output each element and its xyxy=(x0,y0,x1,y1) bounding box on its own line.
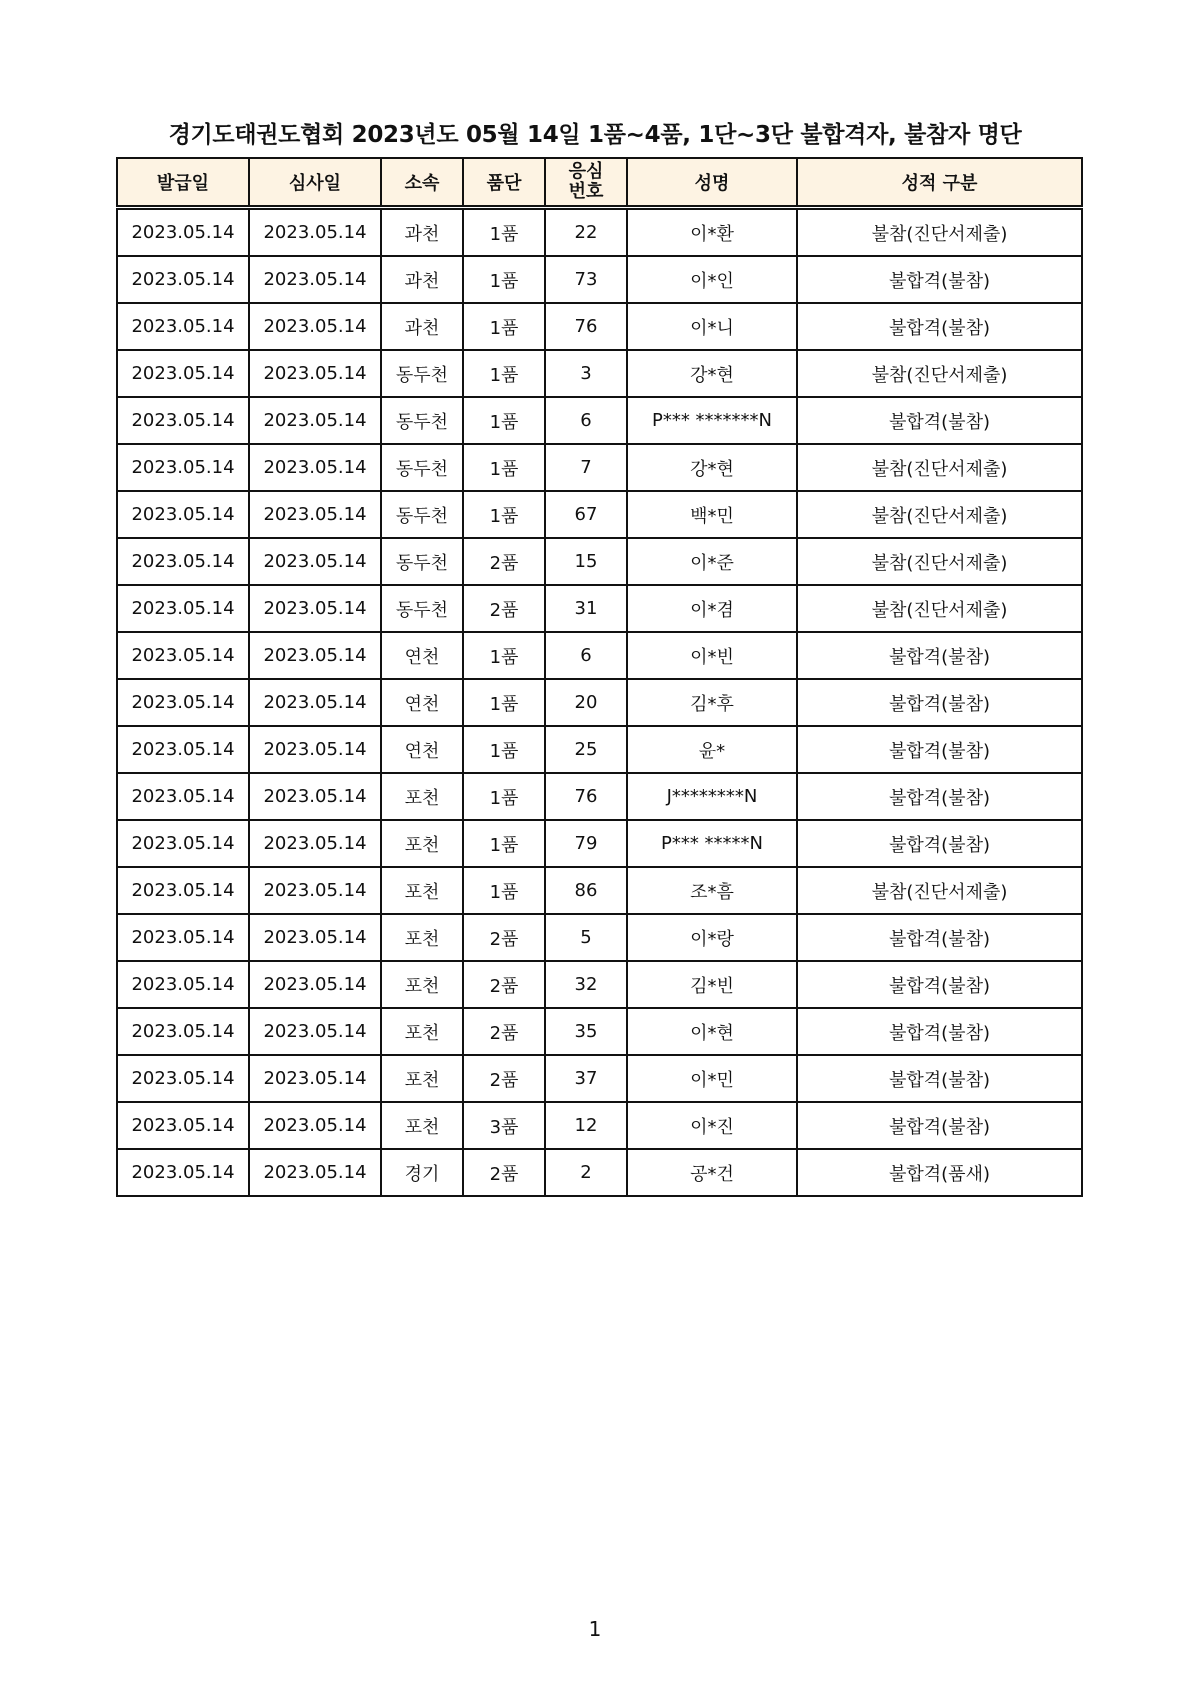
table-row xyxy=(117,491,1082,538)
cell-exam-date: 2023.05.14 xyxy=(249,585,381,632)
cell-exam-number: 67 xyxy=(545,491,627,538)
table-row xyxy=(117,961,1082,1008)
header-result: 성적 구분 xyxy=(797,158,1082,208)
cell-affiliation: 포천 xyxy=(381,820,463,867)
cell-issue-date: 2023.05.14 xyxy=(117,1055,249,1102)
cell-affiliation: 연천 xyxy=(381,632,463,679)
cell-exam-number: 5 xyxy=(545,914,627,961)
cell-rank: 2품 xyxy=(463,914,545,961)
cell-rank: 2품 xyxy=(463,538,545,585)
header-issue-date: 발급일 xyxy=(117,158,249,208)
table-row xyxy=(117,1055,1082,1102)
cell-exam-number: 20 xyxy=(545,679,627,726)
cell-exam-number: 2 xyxy=(545,1149,627,1196)
table-row xyxy=(117,350,1082,397)
cell-affiliation: 포천 xyxy=(381,867,463,914)
header-rank: 품단 xyxy=(463,158,545,208)
table-row xyxy=(117,679,1082,726)
cell-name: 이*랑 xyxy=(627,914,797,961)
cell-name: 이*겸 xyxy=(627,585,797,632)
cell-issue-date: 2023.05.14 xyxy=(117,773,249,820)
cell-rank: 1품 xyxy=(463,208,545,257)
cell-rank: 1품 xyxy=(463,632,545,679)
cell-issue-date: 2023.05.14 xyxy=(117,397,249,444)
header-affiliation: 소속 xyxy=(381,158,463,208)
cell-exam-date: 2023.05.14 xyxy=(249,1149,381,1196)
cell-exam-date: 2023.05.14 xyxy=(249,208,381,257)
cell-result: 불합격(불참) xyxy=(797,1008,1082,1055)
cell-exam-date: 2023.05.14 xyxy=(249,726,381,773)
cell-exam-date: 2023.05.14 xyxy=(249,350,381,397)
header-name: 성명 xyxy=(627,158,797,208)
results-table xyxy=(116,157,1083,1197)
cell-issue-date: 2023.05.14 xyxy=(117,867,249,914)
cell-result: 불참(진단서제출) xyxy=(797,444,1082,491)
cell-affiliation: 동두천 xyxy=(381,350,463,397)
table-row xyxy=(117,1008,1082,1055)
table-row xyxy=(117,1149,1082,1196)
cell-issue-date: 2023.05.14 xyxy=(117,914,249,961)
cell-result: 불합격(품새) xyxy=(797,1149,1082,1196)
cell-exam-date: 2023.05.14 xyxy=(249,961,381,1008)
page-title: 경기도태권도협회 2023년도 05월 14일 1품~4품, 1단~3단 불합격자, 불참자 명단 xyxy=(168,122,1022,148)
cell-name: J********N xyxy=(627,773,797,820)
cell-rank: 1품 xyxy=(463,303,545,350)
cell-name: 공*건 xyxy=(627,1149,797,1196)
cell-affiliation: 포천 xyxy=(381,1008,463,1055)
cell-issue-date: 2023.05.14 xyxy=(117,303,249,350)
header-exam-date: 심사일 xyxy=(249,158,381,208)
cell-affiliation: 동두천 xyxy=(381,397,463,444)
cell-exam-date: 2023.05.14 xyxy=(249,1055,381,1102)
cell-result: 불합격(불참) xyxy=(797,961,1082,1008)
cell-name: 조*흠 xyxy=(627,867,797,914)
table-row xyxy=(117,632,1082,679)
cell-affiliation: 포천 xyxy=(381,961,463,1008)
cell-issue-date: 2023.05.14 xyxy=(117,1149,249,1196)
cell-name: 이*민 xyxy=(627,1055,797,1102)
cell-result: 불합격(불참) xyxy=(797,773,1082,820)
cell-issue-date: 2023.05.14 xyxy=(117,444,249,491)
cell-exam-number: 15 xyxy=(545,538,627,585)
cell-exam-date: 2023.05.14 xyxy=(249,303,381,350)
table-row xyxy=(117,444,1082,491)
table-row xyxy=(117,538,1082,585)
cell-rank: 2품 xyxy=(463,1055,545,1102)
cell-issue-date: 2023.05.14 xyxy=(117,256,249,303)
cell-exam-date: 2023.05.14 xyxy=(249,397,381,444)
cell-exam-number: 25 xyxy=(545,726,627,773)
cell-exam-number: 6 xyxy=(545,397,627,444)
cell-rank: 1품 xyxy=(463,773,545,820)
cell-rank: 1품 xyxy=(463,867,545,914)
cell-name: 이*현 xyxy=(627,1008,797,1055)
cell-affiliation: 경기 xyxy=(381,1149,463,1196)
cell-affiliation: 연천 xyxy=(381,679,463,726)
cell-issue-date: 2023.05.14 xyxy=(117,1008,249,1055)
cell-affiliation: 동두천 xyxy=(381,491,463,538)
cell-result: 불참(진단서제출) xyxy=(797,867,1082,914)
cell-exam-number: 32 xyxy=(545,961,627,1008)
cell-result: 불합격(불참) xyxy=(797,726,1082,773)
cell-issue-date: 2023.05.14 xyxy=(117,350,249,397)
page-number: 1 xyxy=(588,1617,602,1641)
cell-exam-number: 76 xyxy=(545,303,627,350)
header-exam-number xyxy=(545,158,627,208)
cell-exam-number: 73 xyxy=(545,256,627,303)
cell-affiliation: 과천 xyxy=(381,208,463,257)
table-row xyxy=(117,726,1082,773)
cell-issue-date: 2023.05.14 xyxy=(117,961,249,1008)
cell-result: 불합격(불참) xyxy=(797,1102,1082,1149)
table-row xyxy=(117,208,1082,257)
header-exam-number-text: 응심 번호 xyxy=(568,161,604,202)
cell-rank: 1품 xyxy=(463,444,545,491)
cell-rank: 1품 xyxy=(463,726,545,773)
cell-exam-number: 7 xyxy=(545,444,627,491)
cell-affiliation: 포천 xyxy=(381,914,463,961)
cell-rank: 2품 xyxy=(463,585,545,632)
cell-rank: 1품 xyxy=(463,350,545,397)
table-row xyxy=(117,1102,1082,1149)
cell-issue-date: 2023.05.14 xyxy=(117,726,249,773)
cell-result: 불합격(불참) xyxy=(797,1055,1082,1102)
cell-result: 불합격(불참) xyxy=(797,914,1082,961)
cell-issue-date: 2023.05.14 xyxy=(117,1102,249,1149)
table-row xyxy=(117,303,1082,350)
cell-exam-number: 22 xyxy=(545,208,627,257)
cell-result: 불합격(불참) xyxy=(797,303,1082,350)
cell-name: 이*빈 xyxy=(627,632,797,679)
cell-rank: 3품 xyxy=(463,1102,545,1149)
cell-affiliation: 동두천 xyxy=(381,444,463,491)
cell-issue-date: 2023.05.14 xyxy=(117,208,249,257)
table-body xyxy=(117,208,1082,1197)
cell-result: 불참(진단서제출) xyxy=(797,538,1082,585)
cell-name: 이*환 xyxy=(627,208,797,257)
cell-exam-number: 31 xyxy=(545,585,627,632)
cell-affiliation: 과천 xyxy=(381,303,463,350)
cell-rank: 1품 xyxy=(463,491,545,538)
cell-issue-date: 2023.05.14 xyxy=(117,632,249,679)
cell-exam-number: 37 xyxy=(545,1055,627,1102)
cell-exam-number: 79 xyxy=(545,820,627,867)
cell-rank: 1품 xyxy=(463,397,545,444)
table-row xyxy=(117,867,1082,914)
cell-name: 이*준 xyxy=(627,538,797,585)
table-row xyxy=(117,820,1082,867)
table-row xyxy=(117,914,1082,961)
cell-result: 불참(진단서제출) xyxy=(797,491,1082,538)
cell-affiliation: 연천 xyxy=(381,726,463,773)
cell-result: 불참(진단서제출) xyxy=(797,350,1082,397)
cell-issue-date: 2023.05.14 xyxy=(117,585,249,632)
cell-exam-number: 86 xyxy=(545,867,627,914)
cell-exam-date: 2023.05.14 xyxy=(249,256,381,303)
cell-exam-date: 2023.05.14 xyxy=(249,1008,381,1055)
cell-exam-date: 2023.05.14 xyxy=(249,1102,381,1149)
cell-name: P*** *****N xyxy=(627,820,797,867)
cell-name: 백*민 xyxy=(627,491,797,538)
table-row xyxy=(117,397,1082,444)
cell-exam-date: 2023.05.14 xyxy=(249,773,381,820)
cell-issue-date: 2023.05.14 xyxy=(117,679,249,726)
table-header-row xyxy=(117,158,1082,208)
cell-result: 불합격(불참) xyxy=(797,820,1082,867)
cell-result: 불합격(불참) xyxy=(797,632,1082,679)
cell-name: 김*빈 xyxy=(627,961,797,1008)
cell-affiliation: 포천 xyxy=(381,1102,463,1149)
cell-exam-number: 76 xyxy=(545,773,627,820)
cell-exam-date: 2023.05.14 xyxy=(249,632,381,679)
cell-exam-number: 12 xyxy=(545,1102,627,1149)
cell-name: 이*진 xyxy=(627,1102,797,1149)
table-row xyxy=(117,773,1082,820)
cell-affiliation: 동두천 xyxy=(381,538,463,585)
cell-affiliation: 포천 xyxy=(381,1055,463,1102)
cell-affiliation: 포천 xyxy=(381,773,463,820)
cell-exam-number: 35 xyxy=(545,1008,627,1055)
cell-name: 강*현 xyxy=(627,350,797,397)
cell-rank: 1품 xyxy=(463,679,545,726)
cell-rank: 1품 xyxy=(463,820,545,867)
cell-exam-number: 6 xyxy=(545,632,627,679)
cell-name: 윤* xyxy=(627,726,797,773)
cell-issue-date: 2023.05.14 xyxy=(117,491,249,538)
cell-affiliation: 동두천 xyxy=(381,585,463,632)
cell-result: 불참(진단서제출) xyxy=(797,208,1082,257)
cell-exam-number: 3 xyxy=(545,350,627,397)
cell-exam-date: 2023.05.14 xyxy=(249,867,381,914)
cell-result: 불참(진단서제출) xyxy=(797,585,1082,632)
cell-name: 김*후 xyxy=(627,679,797,726)
cell-issue-date: 2023.05.14 xyxy=(117,820,249,867)
cell-affiliation: 과천 xyxy=(381,256,463,303)
cell-exam-date: 2023.05.14 xyxy=(249,538,381,585)
cell-name: P*** *******N xyxy=(627,397,797,444)
cell-exam-date: 2023.05.14 xyxy=(249,820,381,867)
cell-name: 강*현 xyxy=(627,444,797,491)
cell-result: 불합격(불참) xyxy=(797,256,1082,303)
cell-exam-date: 2023.05.14 xyxy=(249,679,381,726)
cell-result: 불합격(불참) xyxy=(797,397,1082,444)
cell-result: 불합격(불참) xyxy=(797,679,1082,726)
cell-rank: 2품 xyxy=(463,961,545,1008)
cell-rank: 2품 xyxy=(463,1149,545,1196)
cell-issue-date: 2023.05.14 xyxy=(117,538,249,585)
cell-exam-date: 2023.05.14 xyxy=(249,491,381,538)
cell-rank: 1품 xyxy=(463,256,545,303)
table-row xyxy=(117,256,1082,303)
cell-exam-date: 2023.05.14 xyxy=(249,444,381,491)
cell-rank: 2품 xyxy=(463,1008,545,1055)
table-row xyxy=(117,585,1082,632)
cell-exam-date: 2023.05.14 xyxy=(249,914,381,961)
cell-name: 이*니 xyxy=(627,303,797,350)
cell-name: 이*인 xyxy=(627,256,797,303)
